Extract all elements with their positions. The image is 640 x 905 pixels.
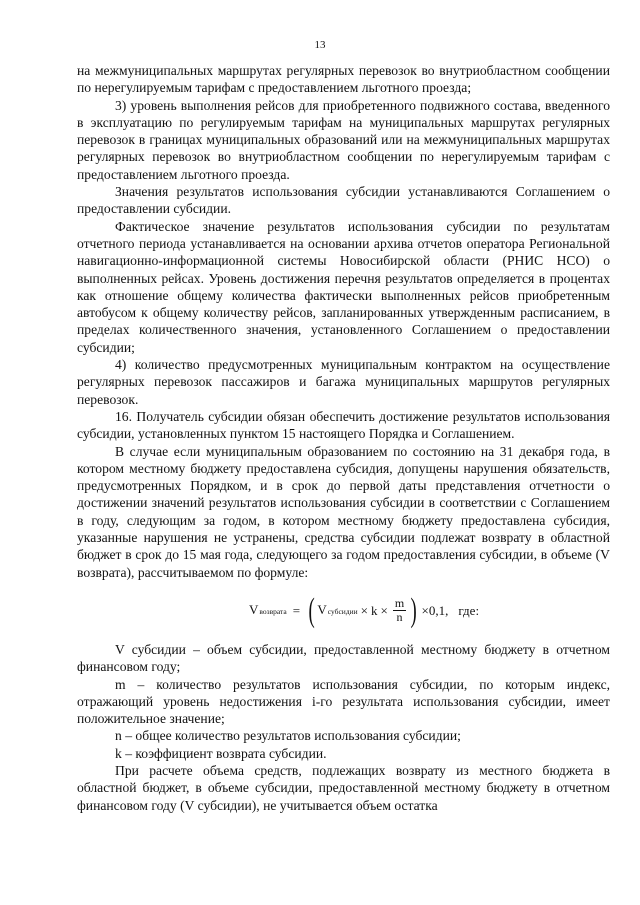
formula-times: × <box>380 603 388 619</box>
formula-lhs <box>249 601 287 620</box>
paragraphs-after-formula <box>77 641 610 814</box>
paragraph: 16. Получатель субсидии обязан обеспечить достижение результатов использования субсидии, установленных пунктом 15 настоящего Порядка и Соглашением. <box>77 408 610 442</box>
document-body <box>77 62 610 814</box>
formula-v-subsidy <box>317 601 357 620</box>
formula-k: k <box>371 603 378 619</box>
paragraph: V субсидии – объем субсидии, предоставленной местному бюджету в отчетном финансовом году; <box>77 641 610 675</box>
page-number: 13 <box>314 39 326 51</box>
formula-lhs-symbol: V <box>249 602 259 618</box>
formula-times: × <box>360 603 369 619</box>
formula-where: где: <box>458 603 480 619</box>
formula-tail: ×0,1, <box>421 603 449 619</box>
formula-block <box>77 581 610 641</box>
formula-equals: = <box>292 603 301 619</box>
formula-paren-close: ) <box>410 591 417 629</box>
paragraph: 4) количество предусмотренных муниципальным контрактом на осуществление регулярных перевозок пассажиров и багажа муниципальных маршрутов регулярных перевозок. <box>77 357 610 407</box>
fraction-numerator: m <box>394 596 405 611</box>
paragraph: на межмуниципальных маршрутах регулярных перевозок во внутриобластном сообщении по нерегулируемым тарифам с предоставлением льготного проезда; <box>77 63 610 96</box>
paragraph: 3) уровень выполнения рейсов для приобретенного подвижного состава, введенного в эксплуатацию по регулируемым тарифам на муниципальных маршрутах регулярных перевозок в границах муниципальных образований или на межмуниципальных маршрутах регулярных перевозок во внутриобластном сообщении по нерегулируемым тарифам с предоставлением льготного проезда. <box>77 97 610 182</box>
paragraph: В случае если муниципальным образованием по состоянию на 31 декабря года, в котором местному бюджету предоставлена субсидия, допущены нарушения обязательств, предусмотренных Порядком, и в срок до первой даты представления отчетности о достижении значений результатов использования субсидии в соответствии с Соглашением в году, следующим за годом, в котором местному бюджету предоставлена субсидия, указанные нарушения не устранены, средства субсидии подлежат возврату в областной бюджет в срок до 15 мая года, следующего за годом предоставления субсидии, в объеме (V возврата), рассчитываемом по формуле: <box>77 443 610 580</box>
paragraph: Значения результатов использования субсидии устанавливаются Соглашением о предоставлении субсидии. <box>77 184 610 217</box>
paragraph: n – общее количество результатов использования субсидии; <box>115 728 461 744</box>
fraction-denominator: n <box>396 610 403 625</box>
formula-lhs-subscript: возврата <box>259 607 287 617</box>
formula-paren-open: ( <box>308 591 315 629</box>
paragraph: При расчете объема средств, подлежащих возврату из местного бюджета в областной бюджет, в объеме субсидии, предоставленной местному бюджету в отчетном финансовом году (V субсидии), не учитывается объем остатка <box>77 762 610 813</box>
paragraph: m – количество результатов использования субсидии, по которым индекс, отражающий уровень недостижения i-го результата использования субсидии, имеет положительное значение; <box>77 676 610 727</box>
paragraphs-before-formula <box>77 62 610 581</box>
paragraph: Фактическое значение результатов использования субсидии по результатам отчетного периода устанавливается на основании архива отчетов оператора Региональной навигационно-информационной системы Новосибирской области (РНИС НСО) о выполненных рейсах. Уровень достижения перечня результатов определяется в процентах как отношение общему количества фактически выполненных рейсов приобретенным автобусом к общему количеству рейсов, запланированных утвержденным расписанием, в пределах количественного значения, установленного Соглашением о предоставлении субсидии; <box>77 218 610 355</box>
paragraph: k – коэффициент возврата субсидии. <box>115 745 327 761</box>
formula-v-symbol: V <box>317 602 327 618</box>
formula-v-subscript: субсидии <box>327 607 358 617</box>
formula-fraction <box>393 597 406 624</box>
return-volume-formula <box>249 589 479 633</box>
